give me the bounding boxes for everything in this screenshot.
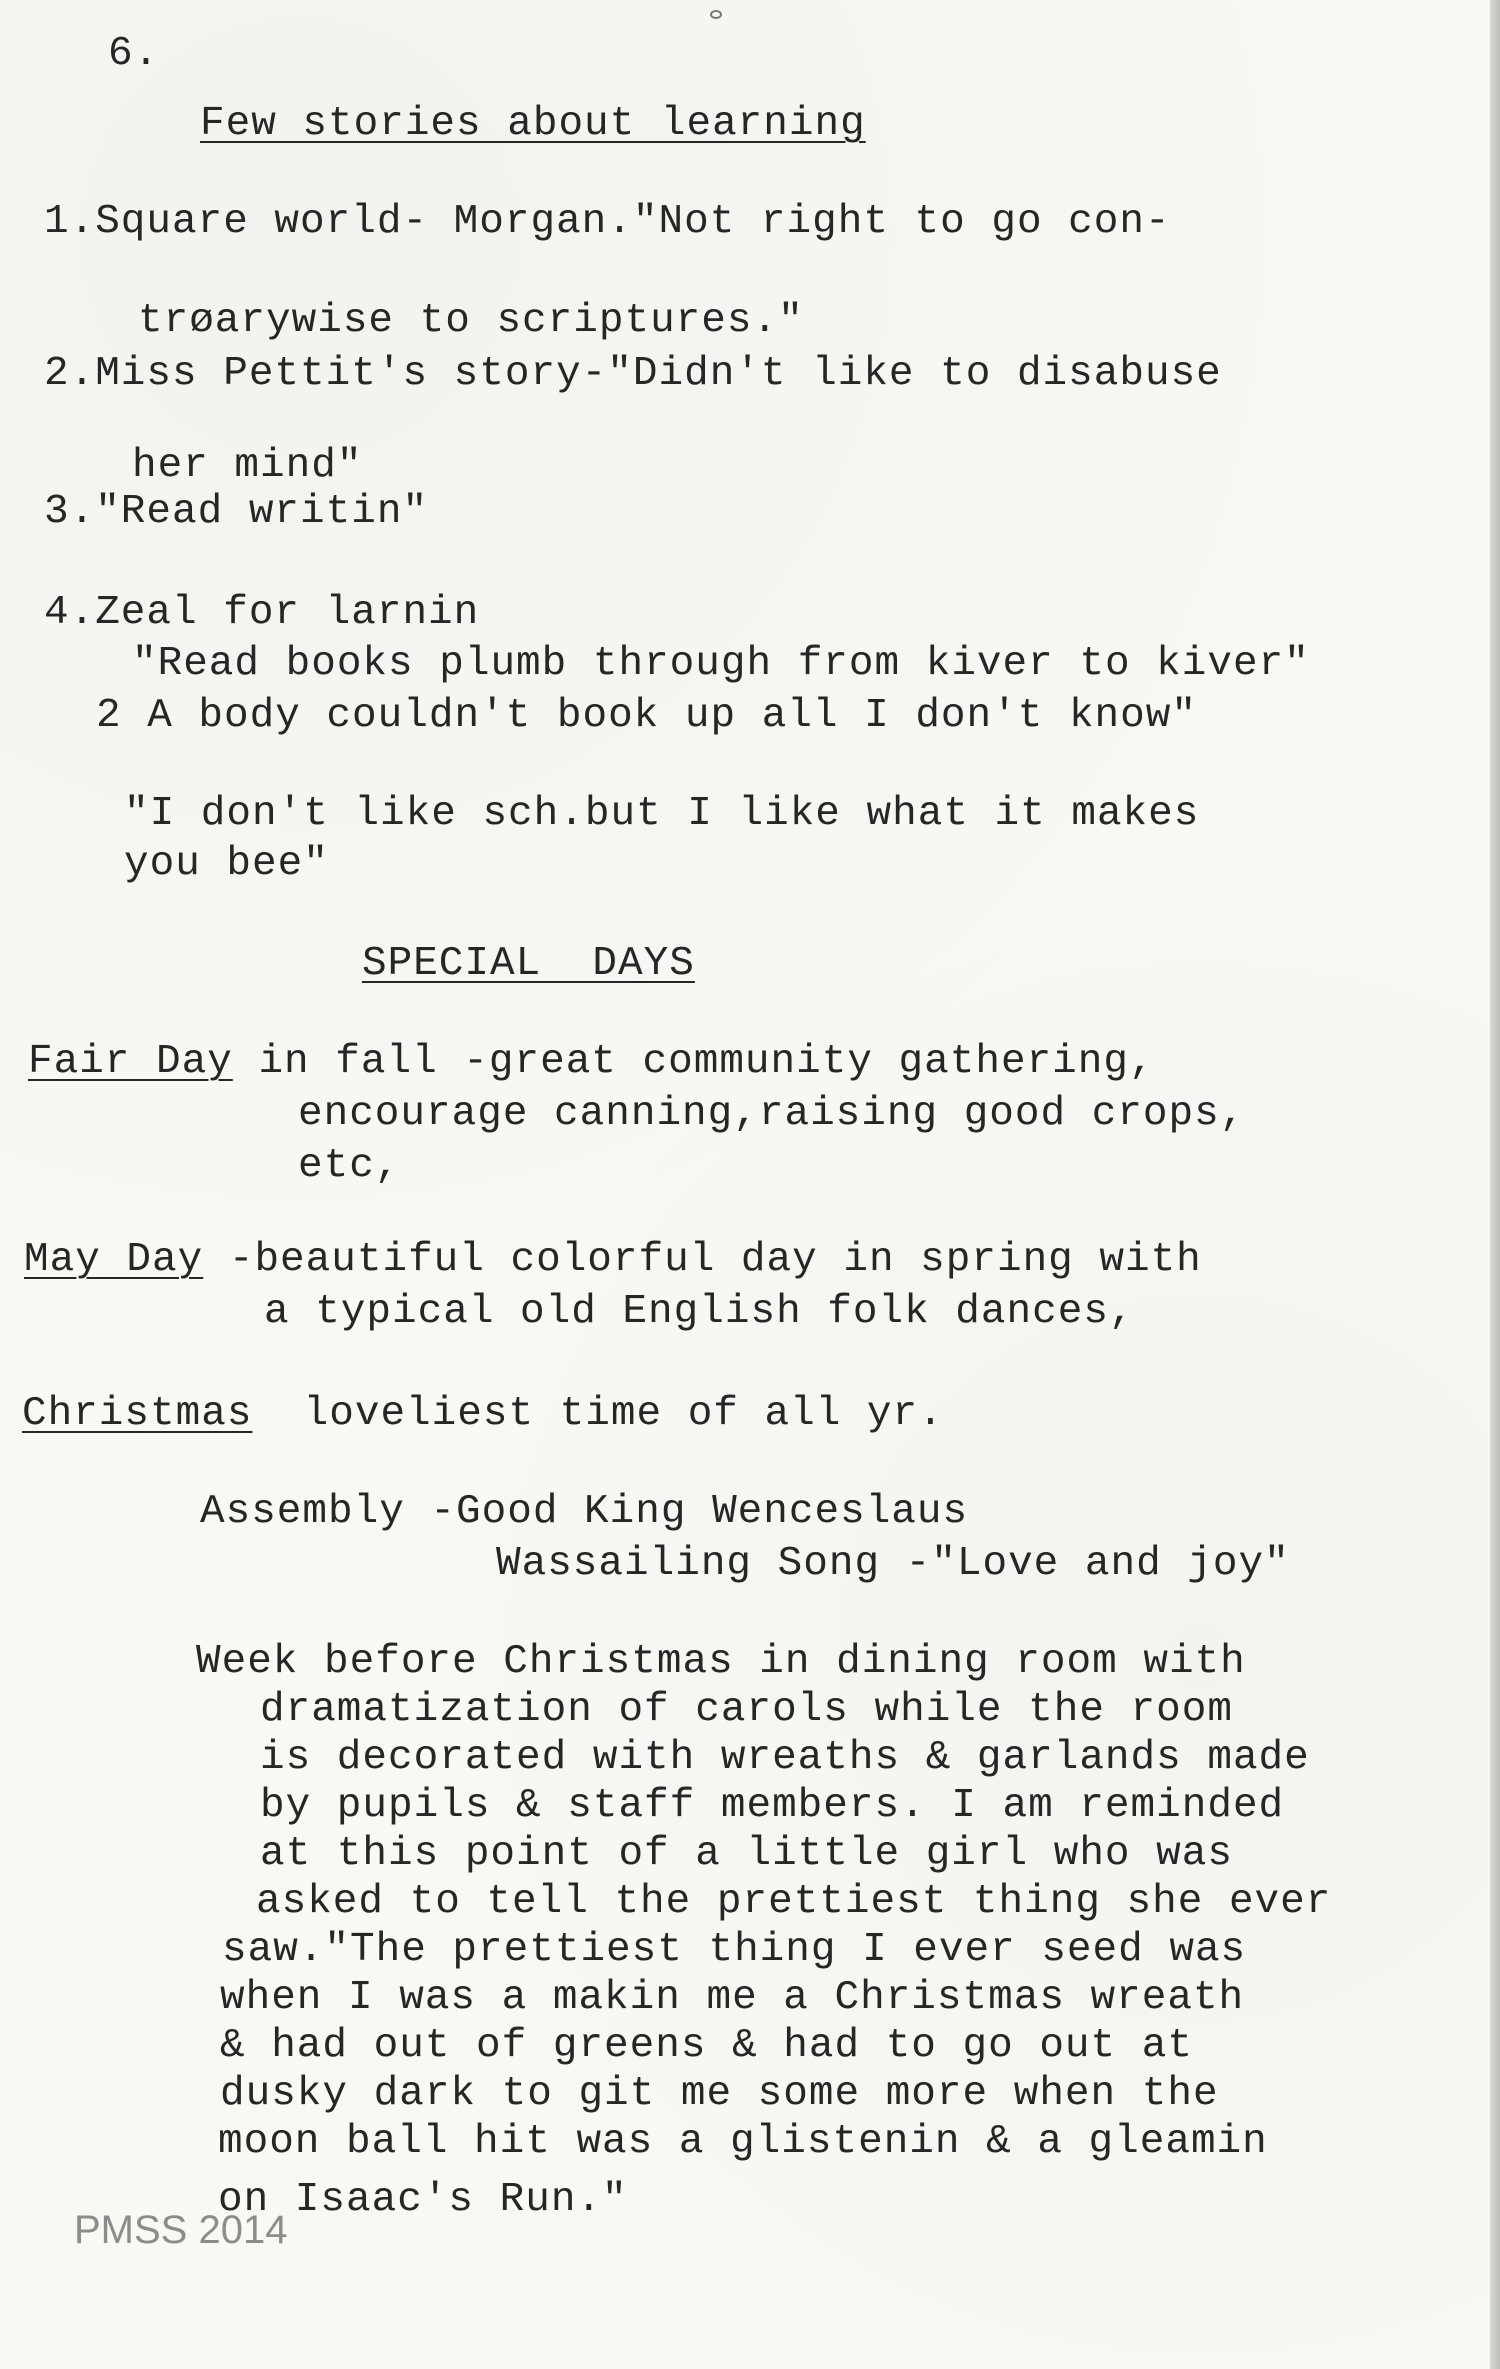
pin-hole <box>710 10 722 19</box>
story-line: 3."Read writin" <box>44 489 429 535</box>
story-line: you bee" <box>124 841 329 887</box>
story-line: 1.Square world- Morgan."Not right to go con- <box>44 199 1171 245</box>
may-day-line-1 <box>24 1236 1202 1284</box>
assembly-line-2: Wassailing Song -"Love and joy" <box>496 1541 1290 1587</box>
christmas-paragraph-line: moon ball hit was a glistenin & a gleamin <box>218 2119 1268 2165</box>
christmas-paragraph-line: & had out of greens & had to go out at <box>220 2023 1193 2069</box>
christmas-paragraph-line: asked to tell the prettiest thing she ever <box>256 1879 1332 1925</box>
christmas-paragraph-line: when I was a makin me a Christmas wreath <box>220 1975 1245 2021</box>
story-line: "Read books plumb through from kiver to kiver" <box>132 641 1310 687</box>
story-line: her mind" <box>132 443 363 489</box>
christmas-paragraph-line: dusky dark to git me some more when the <box>220 2071 1219 2117</box>
christmas-paragraph-line: is decorated with wreaths & garlands made <box>260 1735 1310 1781</box>
christmas-paragraph-line: by pupils & staff members. I am reminded <box>260 1783 1285 1829</box>
fair-day-line-1 <box>28 1038 1155 1086</box>
page-number: 6. <box>108 31 160 77</box>
fair-day-line-2: encourage canning,raising good crops, <box>298 1091 1246 1137</box>
story-line: 2.Miss Pettit's story-"Didn't like to disabuse <box>44 351 1222 397</box>
christmas-line <box>22 1390 944 1438</box>
story-line: 2 A body couldn't book up all I don't know" <box>96 693 1197 739</box>
assembly-line-1: Assembly -Good King Wenceslaus <box>200 1489 969 1535</box>
christmas-paragraph-line: Week before Christmas in dining room with <box>196 1639 1246 1685</box>
christmas-paragraph-line: saw."The prettiest thing I ever seed was <box>222 1927 1247 1973</box>
christmas-label: Christmas <box>22 1391 253 1437</box>
christmas-text: loveliest time of all yr. <box>252 1391 944 1437</box>
page-title: Few stories about learning <box>200 101 866 147</box>
story-line: "I don't like sch.but I like what it makes <box>124 791 1200 837</box>
special-days-heading: SPECIAL DAYS <box>362 941 695 987</box>
christmas-paragraph-line: at this point of a little girl who was <box>260 1831 1233 1877</box>
story-line: trøarywise to scriptures." <box>138 298 804 344</box>
fair-day-line-3: etc, <box>298 1143 401 1189</box>
may-day-label: May Day <box>24 1237 204 1283</box>
story-line: 4.Zeal for larnin <box>44 590 480 636</box>
christmas-paragraph-line: on Isaac's Run." <box>218 2177 628 2223</box>
may-day-text: -beautiful colorful day in spring with <box>203 1237 1202 1283</box>
fair-day-text: in fall -great community gathering, <box>232 1039 1155 1085</box>
fair-day-label: Fair Day <box>28 1039 233 1085</box>
may-day-line-2: a typical old English folk dances, <box>264 1289 1135 1335</box>
christmas-paragraph-line: dramatization of carols while the room <box>260 1687 1233 1733</box>
page-edge-shadow <box>1490 0 1500 2369</box>
archive-watermark: PMSS 2014 <box>74 2208 288 2252</box>
